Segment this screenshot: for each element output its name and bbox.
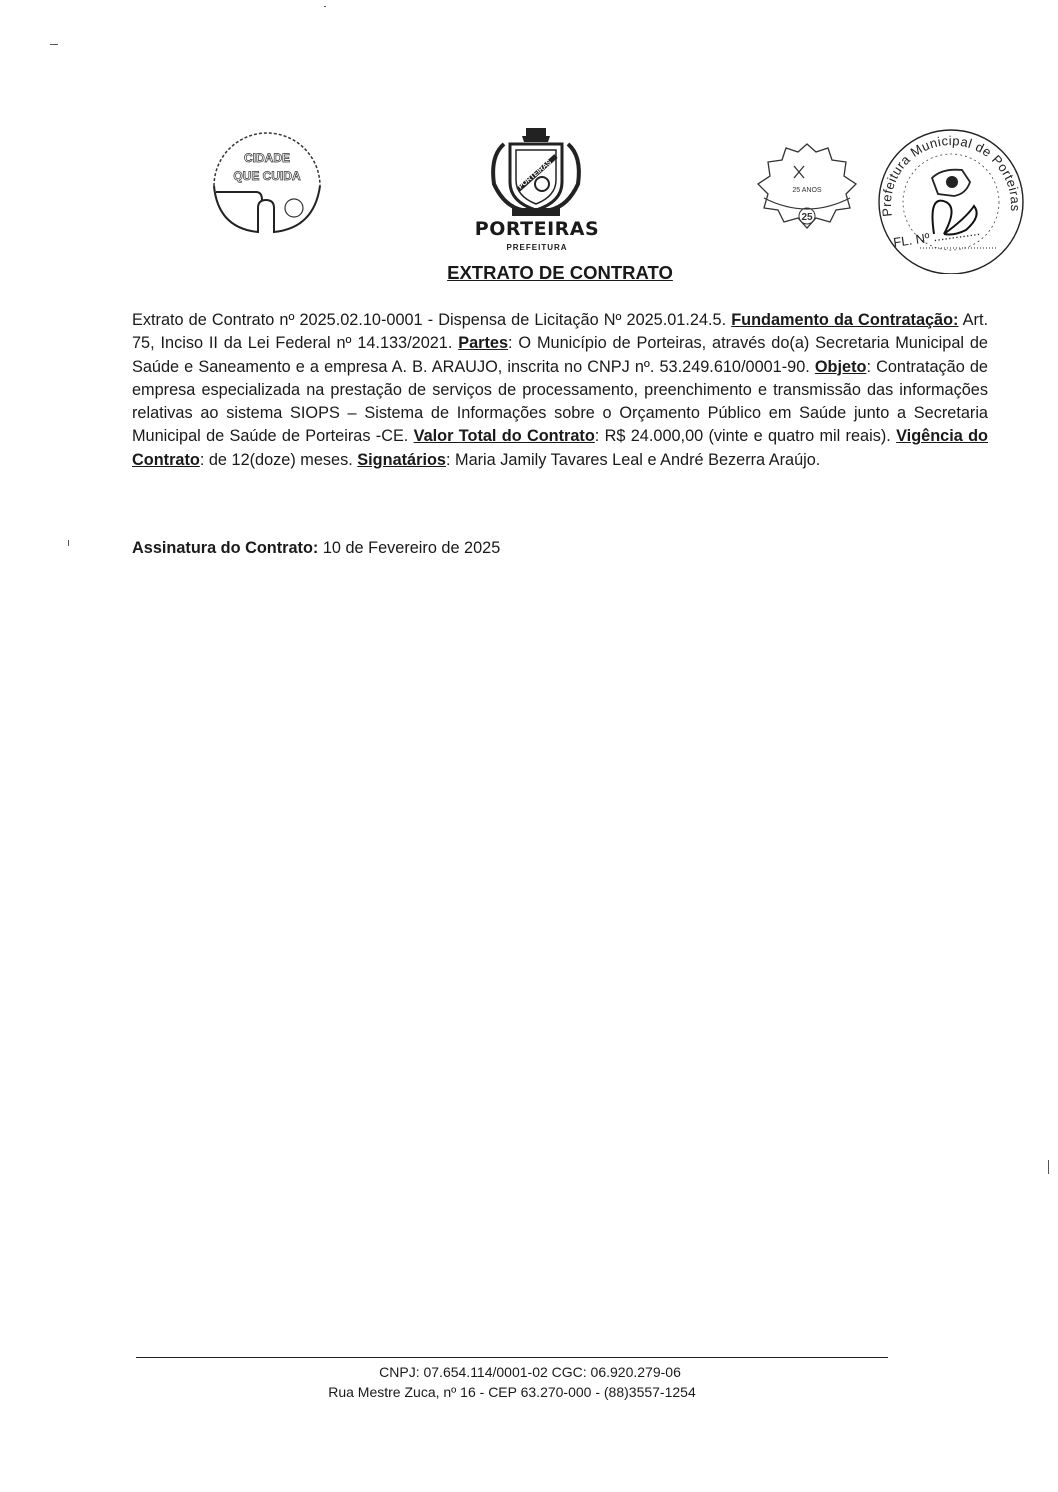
footer-cnpj: CNPJ: 07.654.114/0001-02 CGC: 06.920.279-06 [379, 1364, 681, 1380]
crest-text: PORTEIRAS [517, 159, 553, 191]
label-valor-total: Valor Total do Contrato [413, 427, 595, 446]
porteiras-coat-of-arms [482, 126, 590, 218]
label-fundamento: Fundamento da Contratação: [731, 311, 959, 329]
body-text-7: : Maria Jamily Tavares Leal e André Bezerra Araújo. [445, 450, 821, 469]
cidade-que-cuida-seal [208, 128, 326, 240]
label-partes: Partes [458, 334, 509, 353]
label-vigencia: Vigência do Contrato [132, 427, 988, 469]
anniversary-25-seal [754, 140, 860, 230]
seal-left-text-1: CIDADE [243, 151, 291, 165]
seal-left-text-2: QUE CUIDA [233, 169, 301, 183]
label-signatarios: Signatários [357, 450, 446, 469]
contract-extract-paragraph [132, 309, 988, 472]
brand-name: PORTEIRAS [474, 218, 600, 240]
scan-speck [68, 540, 69, 546]
body-text-6: : de 12(doze) meses. [199, 450, 358, 469]
body-text-3: : O Município de Porteiras, através do(a) Secretaria Municipal de Saúde e Saneamento e a empresa A. B. ARAUJO, inscrita no CNPJ nº. 53.249.610/0001-90. [132, 334, 988, 376]
footer-address: Rua Mestre Zuca, nº 16 - CEP 63.270-000 - (88)3557-1254 [328, 1384, 696, 1400]
svg-text:Prefeitura Municipal de Portei [879, 133, 1023, 217]
brand-subtitle: PREFEITURA [506, 243, 568, 252]
scan-speck [1048, 1160, 1049, 1174]
scan-speck [324, 6, 326, 7]
document-title: EXTRATO DE CONTRATO [447, 262, 673, 283]
contract-signature-date [132, 539, 500, 558]
scan-speck [50, 44, 58, 45]
page-number-stamp [870, 124, 1030, 274]
seal-25-number: 25 [801, 212, 813, 223]
svg-text:25 ANOS: 25 ANOS [792, 187, 822, 194]
body-text-5: : R$ 24.000,00 (vinte e quatro mil reais). [594, 427, 897, 446]
footer-divider [136, 1357, 888, 1358]
signature-date: 10 de Fevereiro de 2025 [318, 539, 501, 557]
signature-label: Assinatura do Contrato: [132, 539, 319, 557]
stamp-page-label: FL. Nº ............. [892, 223, 981, 250]
body-text-2: Art. 75, Inciso II da Lei Federal nº 14.133/2021. [132, 311, 989, 353]
label-objeto: Objeto [814, 357, 867, 376]
stamp-ring-text: Prefeitura Municipal de Porteiras [878, 133, 1024, 218]
body-text-4: : Contratação de empresa especializada na prestação de serviços de processamento, preenchimento e transmissão das informações relativas ao sistema SIOPS – Sistema de Informações sobre o Orçamento Público em Saúde junto a Secretaria Municipal de Saúde de Porteiras -CE. [132, 357, 988, 446]
body-text-1: Extrato de Contrato nº 2025.02.10-0001 - Dispensa de Licitação Nº 2025.01.24.5. [132, 311, 732, 329]
